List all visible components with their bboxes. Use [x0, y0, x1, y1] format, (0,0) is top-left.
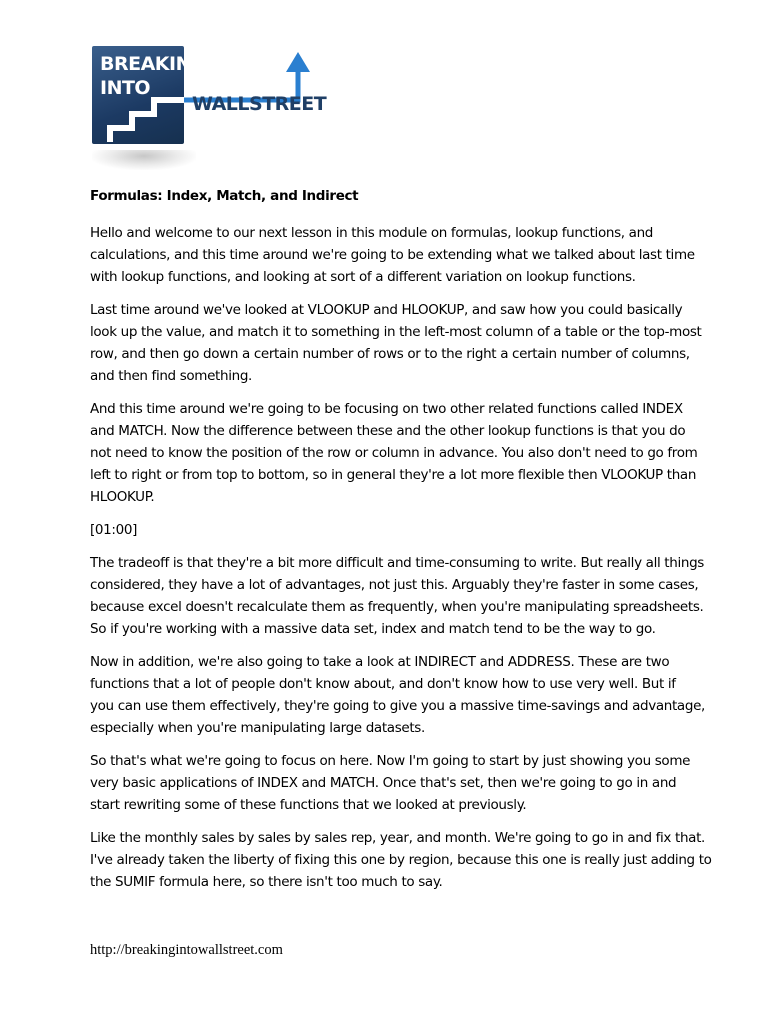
paragraph-line: functions that a lot of people don't know about, and don't know how to use very well. But if [90, 676, 676, 692]
paragraph-line: Now in addition, we're also going to take a look at INDIRECT and ADDRESS. These are two [90, 654, 670, 670]
paragraph [90, 552, 704, 640]
paragraph [90, 519, 690, 541]
paragraph-line: and MATCH. Now the difference between these and the other lookup functions is that you do [90, 423, 686, 439]
logo-line-2: INTO [100, 77, 151, 99]
paragraph [90, 398, 698, 508]
paragraph-line: you can use them effectively, they're going to give you a massive time-savings and advantage, [90, 698, 705, 714]
paragraph-line: Last time around we've looked at VLOOKUP and HLOOKUP, and saw how you could basically [90, 302, 683, 318]
paragraph-line: So that's what we're going to focus on here. Now I'm going to start by just showing you some [90, 753, 691, 769]
paragraph-line: Hello and welcome to our next lesson in this module on formulas, lookup functions, and [90, 225, 653, 241]
paragraph-line: with lookup functions, and looking at sort of a different variation on lookup functions. [90, 269, 636, 285]
paragraph-line: Like the monthly sales by sales by sales rep, year, and month. We're going to go in and fix that. [90, 830, 705, 846]
paragraph-line: left to right or from top to bottom, so in general they're a lot more flexible then VLOOKUP than [90, 467, 697, 483]
paragraph-line: the SUMIF formula here, so there isn't too much to say. [90, 874, 443, 890]
paragraph-line: because excel doesn't recalculate them as frequently, when you're manipulating spreadsheets. [90, 599, 704, 615]
logo-line-1: BREAKING [100, 53, 207, 75]
paragraph-line: and then find something. [90, 368, 252, 384]
paragraph-line: look up the value, and match it to something in the left-most column of a table or the top-most [90, 324, 702, 340]
paragraph-line: especially when you're manipulating large datasets. [90, 720, 425, 736]
paragraph-line: And this time around we're going to be focusing on two other related functions called INDEX [90, 401, 683, 417]
paragraph-line: So if you're working with a massive data set, index and match tend to be the way to go. [90, 621, 656, 637]
document-title: Formulas: Index, Match, and Indirect [90, 188, 359, 204]
paragraph-line: I've already taken the liberty of fixing this one by region, because this one is really just adding to [90, 852, 712, 868]
paragraph [90, 827, 712, 893]
footer-url: http://breakingintowallstreet.com [90, 942, 283, 958]
paragraph [90, 299, 702, 387]
paragraph-line: not need to know the position of the row or column in advance. You also don't need to go from [90, 445, 698, 461]
paragraph-line: very basic applications of INDEX and MATCH. Once that's set, then we're going to go in and [90, 775, 677, 791]
paragraph-line: The tradeoff is that they're a bit more difficult and time-consuming to write. But really all things [90, 555, 704, 571]
logo-shadow [92, 150, 196, 170]
paragraph-line: [01:00] [90, 522, 137, 538]
paragraph [90, 750, 690, 816]
paragraph [90, 651, 705, 739]
paragraph [90, 222, 695, 288]
paragraph-line: calculations, and this time around we're going to be extending what we talked about last time [90, 247, 695, 263]
paragraph-line: considered, they have a lot of advantages, not just this. Arguably they're faster in some cases, [90, 577, 699, 593]
logo-line-3: WALLSTREET [192, 93, 327, 115]
paragraph-line: HLOOKUP. [90, 489, 155, 505]
document-body [90, 222, 712, 904]
paragraph-line: row, and then go down a certain number of rows or to the right a certain number of columns, [90, 346, 690, 362]
paragraph-line: start rewriting some of these functions that we looked at previously. [90, 797, 527, 813]
